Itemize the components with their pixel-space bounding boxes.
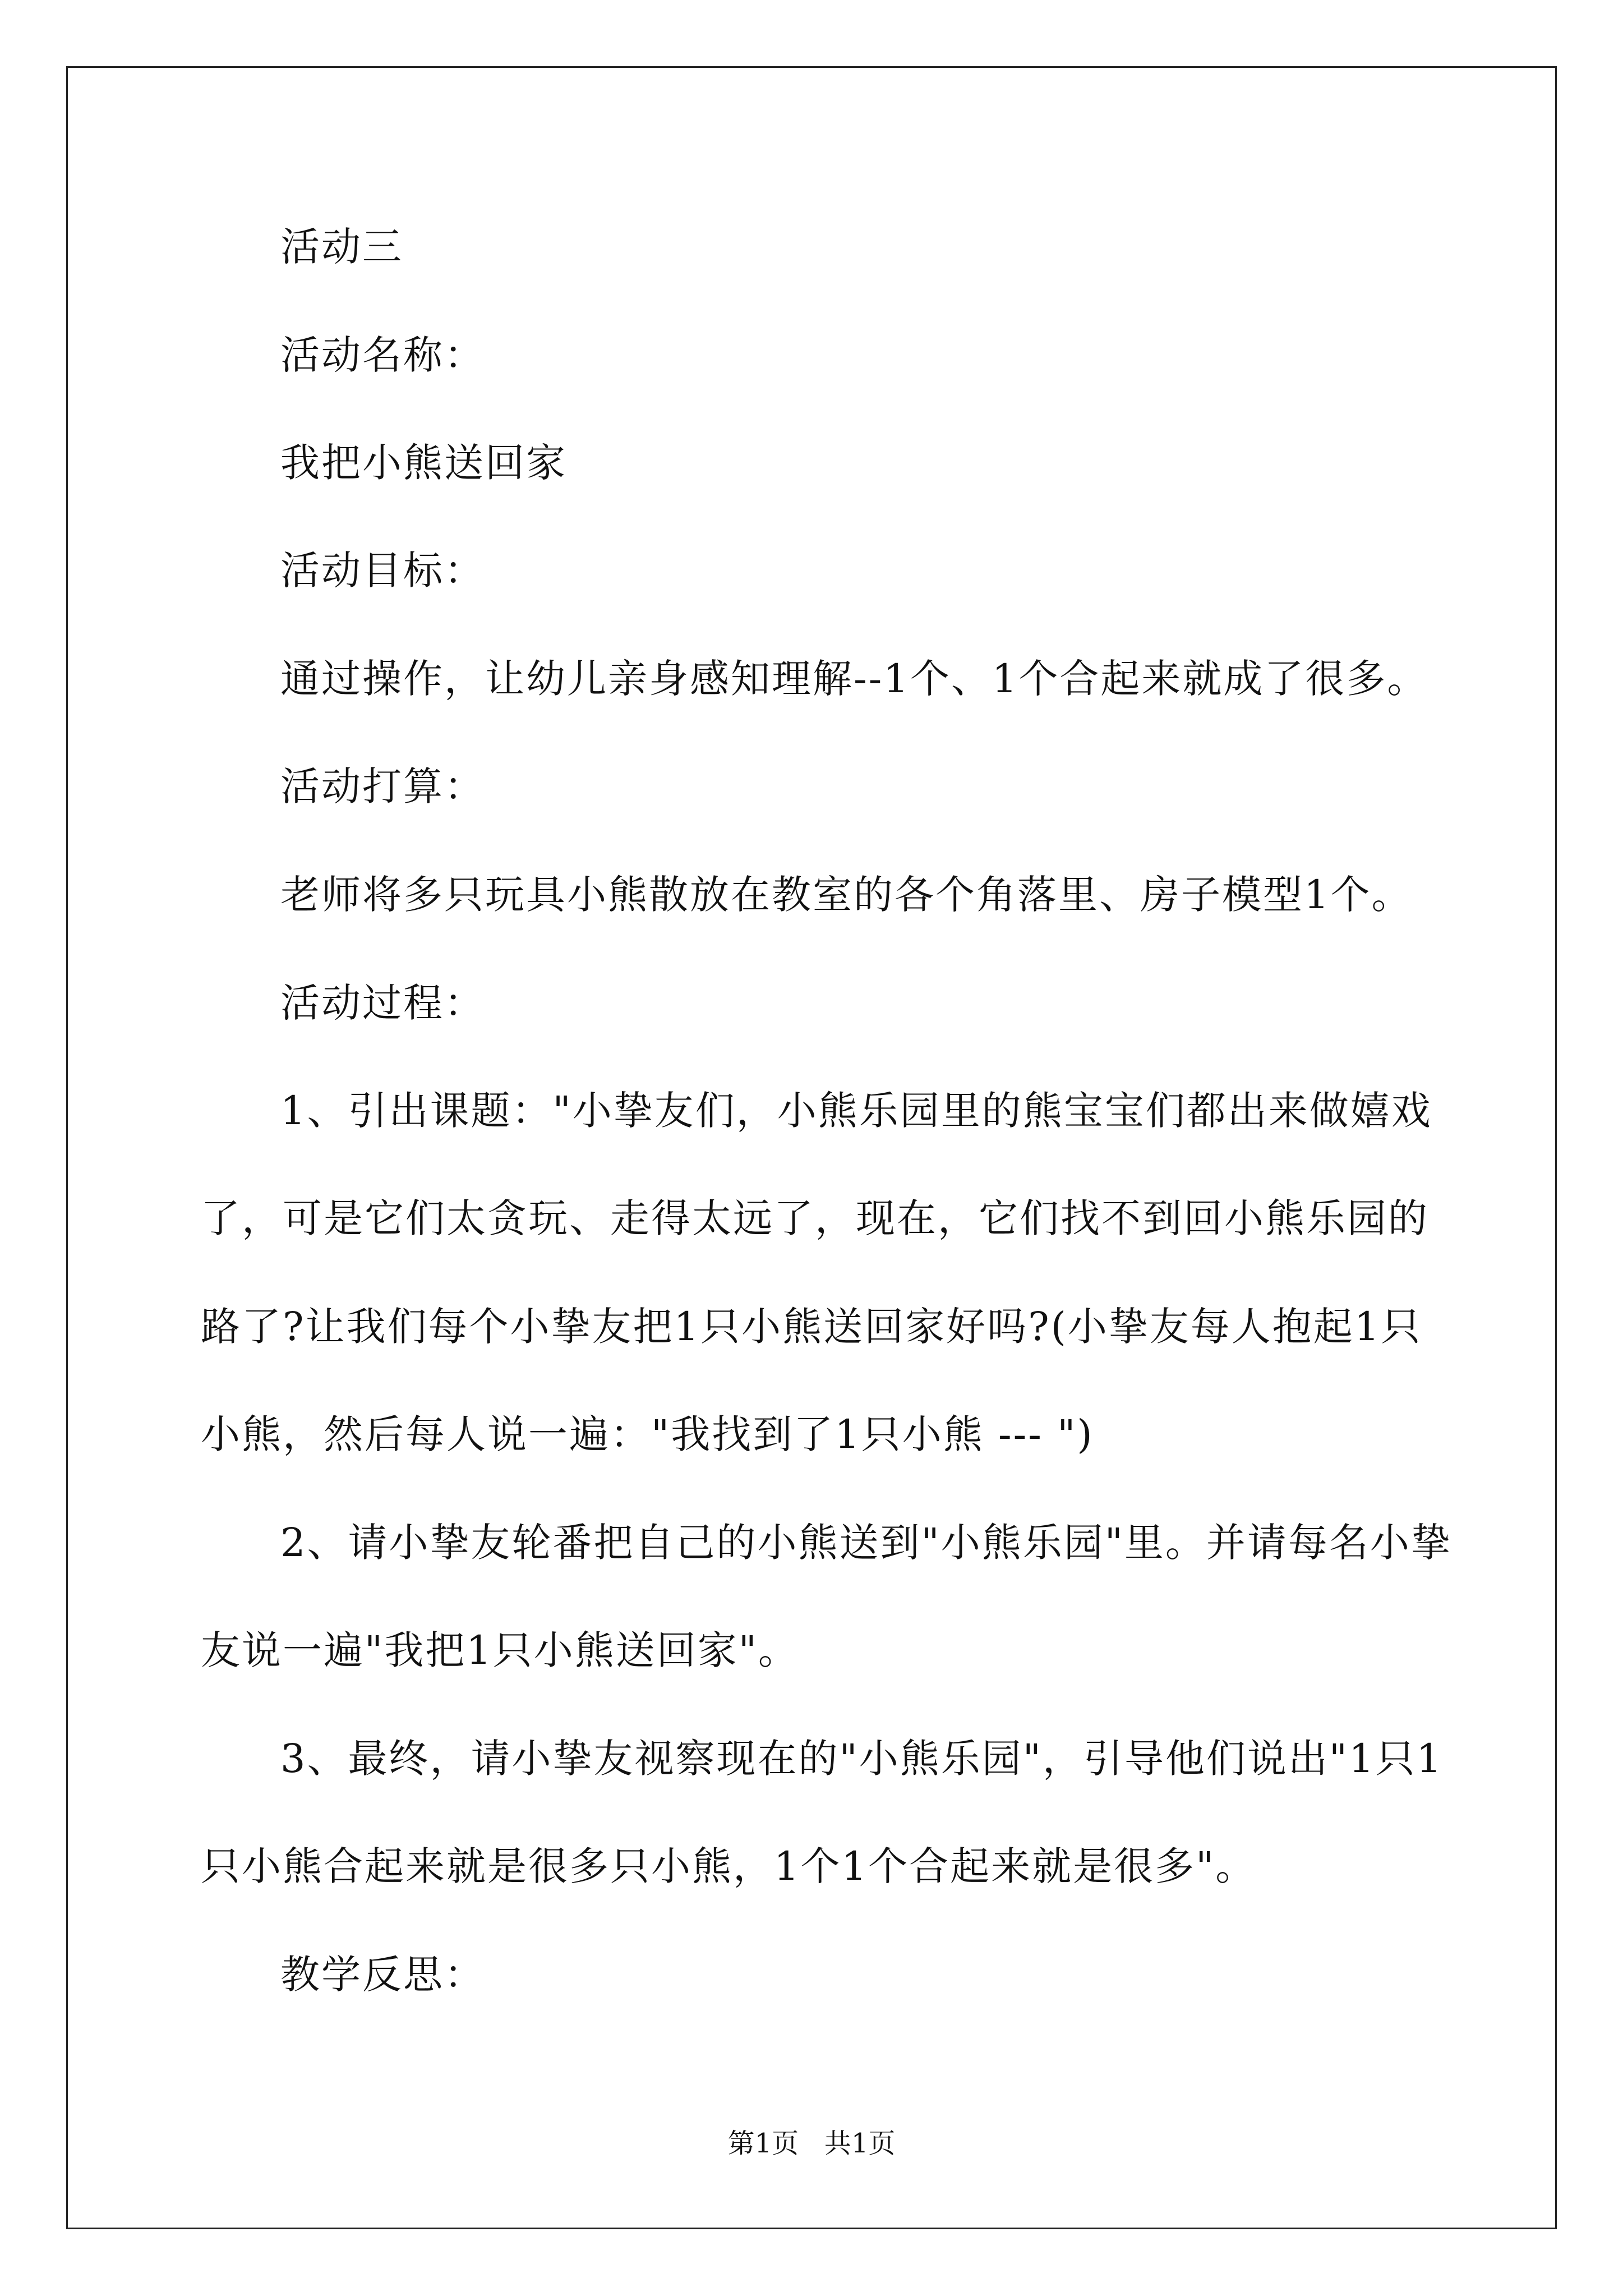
activity-name-value: 我把小熊送回家 bbox=[280, 440, 567, 486]
process-step-2-line-1: 2、请小挚友轮番把自己的小熊送到"小熊乐园"里。并请每名小挚 bbox=[280, 1520, 1452, 1566]
label-activity-name: 活动名称： bbox=[280, 332, 485, 378]
page-border bbox=[66, 66, 1557, 2229]
label-activity-process: 活动过程： bbox=[280, 980, 485, 1026]
label-activity-preparation: 活动打算： bbox=[280, 763, 485, 809]
heading-activity-three: 活动三 bbox=[280, 224, 403, 270]
process-step-1-line-3: 路了?让我们每个小挚友把1只小熊送回家好吗?(小挚友每人抱起1只 bbox=[201, 1304, 1422, 1350]
process-step-1-line-1: 1、引出课题："小挚友们，小熊乐园里的熊宝宝们都出来做嬉戏 bbox=[280, 1088, 1432, 1134]
label-activity-goal: 活动目标： bbox=[280, 547, 485, 593]
process-step-3-line-1: 3、最终，请小挚友视察现在的"小熊乐园"，引导他们说出"1只1 bbox=[280, 1736, 1444, 1782]
process-step-2-line-2: 友说一遍"我把1只小熊送回家"。 bbox=[201, 1627, 799, 1673]
activity-preparation-text: 老师将多只玩具小熊散放在教室的各个角落里、房子模型1个。 bbox=[280, 872, 1413, 918]
process-step-3-line-2: 只小熊合起来就是很多只小熊，1个1个合起来就是很多"。 bbox=[201, 1843, 1257, 1889]
process-step-1-line-4: 小熊，然后每人说一遍："我找到了1只小熊 --- ") bbox=[201, 1411, 1094, 1457]
activity-goal-text: 通过操作，让幼儿亲身感知理解--1个、1个合起来就成了很多。 bbox=[280, 656, 1428, 702]
label-teaching-reflection: 教学反思： bbox=[280, 1952, 485, 1998]
process-step-1-line-2: 了，可是它们太贪玩、走得太远了，现在，它们找不到回小熊乐园的 bbox=[201, 1195, 1429, 1241]
page-number-footer: 第1页 共1页 bbox=[727, 2128, 896, 2159]
